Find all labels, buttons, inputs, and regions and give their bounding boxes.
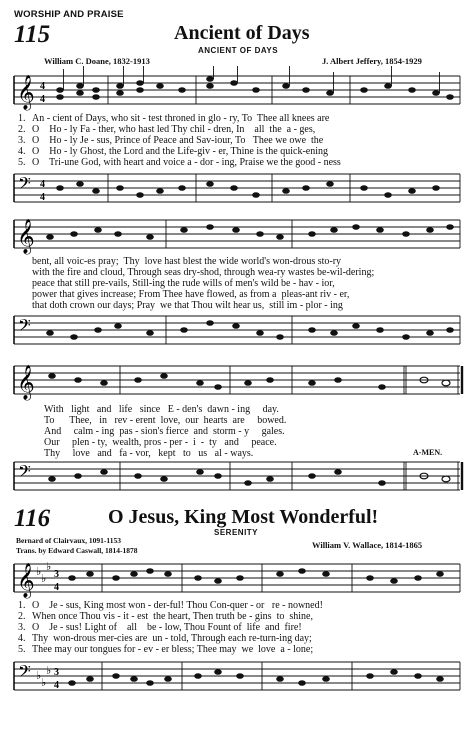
svg-text:♭: ♭ (41, 677, 47, 689)
svg-text:4: 4 (54, 582, 59, 593)
svg-text:𝄞: 𝄞 (17, 219, 35, 254)
music-credit-115: J. Albert Jeffery, 1854-1929 (322, 56, 422, 66)
lyric-text: O Ho - ly Je - sus, Prince of Peace and Sav-iour, To Thee we owe the (32, 135, 324, 146)
verse-number: 2. (18, 124, 26, 135)
svg-text:𝄞: 𝄞 (17, 563, 35, 598)
verse-number: 4. (18, 146, 26, 157)
svg-text:𝄢: 𝄢 (18, 173, 31, 197)
music-staff-treble-116-1 (0, 556, 474, 600)
svg-text:♭: ♭ (36, 566, 42, 578)
music-credit-116: William V. Wallace, 1814-1865 (312, 540, 423, 550)
svg-text:3: 3 (54, 569, 59, 580)
verse-number: 1. (18, 113, 26, 124)
words-credit-line: Trans. by Edward Caswall, 1814-1878 (16, 545, 138, 555)
words-credit-115: William C. Doane, 1832-1913 (44, 56, 150, 66)
verse-number: 1. (18, 600, 26, 611)
lyric-text: O Tri-une God, with heart and voice a - dor - ing, Praise we the good - ness (32, 157, 341, 168)
lyric-text: Thee may our tongues for - ev - er bless; Thee may we love a - lone; (32, 644, 314, 655)
lyric-text: When once Thou vis - it - est the heart, Then truth be - gins to shine, (32, 611, 313, 622)
svg-text:𝄞: 𝄞 (17, 365, 35, 400)
verse-line (18, 135, 341, 146)
words-credit-line: Bernard of Clairvaux, 1091-1153 (16, 536, 121, 545)
svg-text:4: 4 (40, 192, 45, 203)
svg-text:4: 4 (54, 680, 59, 691)
lyric-line: peace that still pre-vails, Still-ing the rude wills of men's wild be - hav - ior, (32, 278, 335, 289)
verse-number: 3. (18, 622, 26, 633)
svg-text:𝄢: 𝄢 (18, 315, 31, 339)
svg-text:4: 4 (40, 179, 45, 190)
lyric-text: Thy won-drous mer-cies are un - told, Through each re-turn-ing day; (32, 633, 312, 644)
lyric-line: With light and life since E - den's dawn - ing day. (44, 404, 279, 415)
svg-text:𝄢: 𝄢 (18, 661, 31, 685)
lyric-text: O Ho - ly Ghost, the Lord and the Life-giv - er, Thine is the quick-ening (32, 146, 329, 157)
svg-text:♭: ♭ (46, 561, 52, 573)
verse-line (18, 124, 341, 135)
verse-line (18, 600, 323, 611)
verse-number: 2. (18, 611, 26, 622)
words-credit-116 (16, 536, 138, 555)
music-staff-treble-115-1 (0, 66, 474, 118)
svg-text:𝄞: 𝄞 (17, 75, 35, 110)
svg-text:♭: ♭ (46, 665, 52, 677)
lyric-text: O Je - sus, King most won - der-ful! Thou Con-quer - or re - nowned! (32, 600, 323, 611)
verse-line (18, 633, 323, 644)
lyric-text: An - cient of Days, who sit - test throned in glo - ry, To Thee all knees are (32, 113, 330, 124)
svg-text:4: 4 (40, 81, 45, 92)
lyric-text: O Ho - ly Fa - ther, who hast led Thy chil - dren, In all the a - ges, (32, 124, 316, 135)
lyrics-block-115-2 (32, 256, 374, 311)
music-staff-bass-116-1 (0, 656, 474, 700)
svg-text:♭: ♭ (36, 670, 42, 682)
music-staff-treble-115-2 (0, 212, 474, 258)
verse-line (18, 157, 341, 168)
lyrics-block-115-3 (44, 404, 286, 459)
lyric-line: Our plen - ty, wealth, pros - per - i - ty and peace. (44, 437, 277, 448)
lyric-line: bent, all voic-es pray; Thy love hast blest the wide world's won-drous sto-ry (32, 256, 342, 267)
lyric-line: that doth crown our days; Pray we that Thou wilt hear us, still im - plor - ing (32, 300, 343, 311)
verse-line (18, 622, 323, 633)
lyric-line: with the fire and cloud, Through seas dry-shod, through wea-ry wastes be-wil-dering; (32, 267, 375, 278)
verse-number: 5. (18, 157, 26, 168)
hymn-title-115: Ancient of Days (174, 22, 310, 44)
music-staff-bass-115-3 (0, 456, 474, 498)
lyric-line: Thy love and fa - vor, kept to us al - ways. (44, 448, 254, 459)
hymn-number-116: 116 (14, 505, 51, 532)
section-heading: WORSHIP AND PRAISE (14, 9, 124, 20)
lyric-text: O Je - sus! Light of all be - low, Thou Fount of life and fire! (32, 622, 302, 633)
music-staff-treble-115-3 (0, 358, 474, 404)
verse-line (18, 113, 341, 124)
lyric-line: power that gives increase; From Thee have flowed, as from a pleas-ant riv - er, (32, 289, 350, 300)
hymn-title-116: O Jesus, King Most Wonderful! (108, 506, 379, 528)
verse-line (18, 146, 341, 157)
verse-number: 3. (18, 135, 26, 146)
verse-line (18, 644, 323, 655)
svg-text:4: 4 (40, 94, 45, 105)
svg-text:3: 3 (54, 667, 59, 678)
svg-text:𝄢: 𝄢 (18, 461, 31, 485)
amen-label: A-MEN. (413, 448, 443, 457)
lyrics-block-116-1 (18, 600, 323, 655)
hymn-number-115: 115 (14, 21, 51, 48)
lyrics-block-115-1 (18, 113, 341, 168)
lyric-line: To Thee, in rev - erent love, our hearts are bowed. (44, 415, 287, 426)
music-staff-bass-115-1 (0, 168, 474, 212)
svg-text:♭: ♭ (41, 573, 47, 585)
lyric-line: And calm - ing pas - sion's fierce and storm - y gales. (44, 426, 285, 437)
verse-number: 4. (18, 633, 26, 644)
music-staff-bass-115-2 (0, 310, 474, 354)
tune-name-116: SERENITY (214, 528, 259, 537)
verse-line (18, 611, 323, 622)
verse-number: 5. (18, 644, 26, 655)
tune-name-115: ANCIENT OF DAYS (198, 46, 279, 55)
